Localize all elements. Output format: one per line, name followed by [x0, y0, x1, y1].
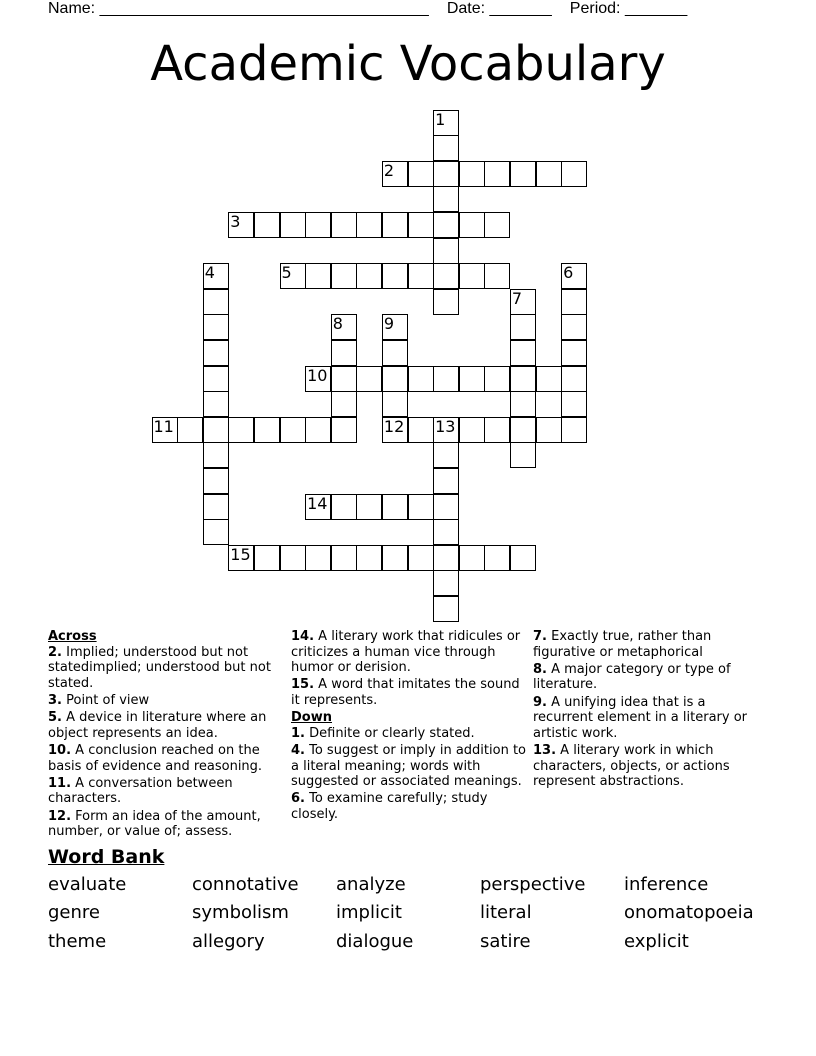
clue-number: 6.	[291, 791, 305, 807]
grid-cell[interactable]	[433, 135, 459, 161]
grid-cell[interactable]	[433, 289, 459, 315]
clue-number: 8	[332, 314, 343, 334]
clue-number: 3.	[48, 692, 62, 708]
grid-cell[interactable]	[433, 186, 459, 212]
clue-number: 11.	[48, 775, 72, 791]
clue-number: 3	[230, 211, 241, 231]
period-label: Period: _______	[569, 0, 688, 17]
grid-cell[interactable]	[561, 417, 587, 443]
word-bank-item: allegory	[192, 931, 265, 952]
grid-cell[interactable]	[459, 161, 485, 187]
word-bank-item: implicit	[336, 902, 402, 923]
grid-cell[interactable]	[408, 212, 434, 238]
grid-cell[interactable]	[433, 442, 459, 468]
grid-cell[interactable]	[433, 366, 459, 392]
clue-text: A word that imitates the sound it represents.	[291, 677, 520, 708]
grid-cell[interactable]	[561, 161, 587, 187]
grid-cell[interactable]	[382, 545, 408, 571]
grid-cell[interactable]	[433, 468, 459, 494]
clues-column-3	[533, 629, 769, 791]
across-heading: Across	[48, 629, 97, 644]
grid-cell[interactable]	[408, 161, 434, 187]
grid-cell[interactable]	[356, 494, 382, 520]
down-clue	[533, 629, 769, 660]
name-label: Name: _____________________________________	[48, 0, 429, 17]
clue-text: To examine carefully; study closely.	[291, 791, 488, 822]
grid-cell[interactable]	[203, 366, 229, 392]
grid-cell[interactable]	[433, 570, 459, 596]
word-bank-item: analyze	[336, 874, 406, 895]
down-clue-list-1	[291, 726, 527, 823]
word-bank-item: inference	[624, 874, 709, 895]
grid-cell[interactable]	[331, 340, 357, 366]
across-clue	[48, 710, 284, 741]
grid-cell[interactable]	[484, 366, 510, 392]
grid-cell[interactable]	[382, 212, 408, 238]
word-bank-item: onomatopoeia	[624, 902, 754, 923]
down-clue	[533, 662, 769, 693]
grid-cell[interactable]	[433, 212, 459, 238]
grid-cell[interactable]	[484, 263, 510, 289]
grid-cell[interactable]	[459, 545, 485, 571]
grid-cell[interactable]	[510, 442, 536, 468]
clue-number: 4.	[291, 742, 305, 758]
across-clue	[48, 693, 284, 709]
grid-cell[interactable]	[536, 366, 562, 392]
grid-cell[interactable]	[459, 212, 485, 238]
grid-cell[interactable]	[382, 391, 408, 417]
grid-cell[interactable]	[331, 417, 357, 443]
across-clue	[48, 743, 284, 774]
grid-cell[interactable]	[305, 545, 331, 571]
clue-number: 7.	[533, 629, 547, 644]
word-bank-item: genre	[48, 902, 100, 923]
grid-cell[interactable]	[484, 545, 510, 571]
down-heading: Down	[291, 710, 332, 726]
down-clue	[291, 743, 527, 790]
grid-cell[interactable]	[433, 494, 459, 520]
grid-cell[interactable]	[510, 161, 536, 187]
word-bank-item: theme	[48, 931, 107, 952]
grid-cell[interactable]	[203, 314, 229, 340]
grid-cell[interactable]	[459, 417, 485, 443]
word-bank-title: Word Bank	[48, 846, 165, 868]
clue-number: 7	[511, 288, 523, 308]
grid-cell[interactable]	[280, 545, 306, 571]
grid-cell[interactable]	[433, 161, 459, 187]
clue-text: Definite or clearly stated.	[304, 725, 475, 741]
clue-number: 13	[435, 416, 456, 436]
grid-cell[interactable]	[331, 391, 357, 417]
clue-number: 5.	[48, 710, 62, 726]
clue-text: A device in literature where an object represents an idea.	[48, 710, 267, 741]
clue-text: Form an idea of the amount, number, or value of; assess.	[48, 808, 261, 840]
grid-cell[interactable]	[254, 545, 280, 571]
grid-cell[interactable]	[510, 417, 536, 443]
grid-cell[interactable]	[561, 366, 587, 392]
grid-cell[interactable]	[510, 366, 536, 392]
clue-text: A literary work in which characters, objects, or actions represent abstractions.	[533, 742, 730, 790]
grid-cell[interactable]	[510, 314, 536, 340]
grid-cell[interactable]	[331, 366, 357, 392]
clue-text: A major category or type of literature.	[533, 661, 731, 693]
grid-cell[interactable]	[254, 417, 280, 443]
grid-cell[interactable]	[203, 417, 229, 443]
grid-cell[interactable]	[305, 212, 331, 238]
word-bank-item: perspective	[480, 874, 586, 895]
grid-cell[interactable]	[536, 417, 562, 443]
grid-cell[interactable]	[510, 545, 536, 571]
down-clue	[533, 695, 769, 742]
word-bank-item: symbolism	[192, 902, 289, 923]
grid-cell[interactable]	[408, 263, 434, 289]
page-title: Academic Vocabulary	[150, 36, 666, 92]
clue-text: Point of view	[61, 692, 150, 708]
clue-text: Exactly true, rather than figurative or metaphorical	[533, 629, 712, 660]
grid-cell[interactable]	[408, 545, 434, 571]
down-clue	[291, 791, 527, 822]
clue-number: 12.	[48, 808, 72, 824]
grid-cell[interactable]	[561, 340, 587, 366]
clue-number: 8.	[533, 661, 547, 677]
clue-text: Implied; understood but not statedimplied; understood but not stated.	[48, 644, 271, 691]
across-clue	[291, 629, 527, 676]
clue-number: 9.	[533, 694, 547, 710]
clue-number: 2.	[48, 644, 62, 660]
word-bank-item: dialogue	[336, 931, 414, 952]
grid-cell[interactable]	[305, 263, 331, 289]
clue-text: A unifying idea that is a recurrent element in a literary or artistic work.	[533, 694, 748, 741]
clue-number: 14.	[291, 629, 315, 644]
clue-number: 13.	[533, 742, 557, 758]
clues-column-1	[48, 629, 284, 841]
across-clue	[48, 645, 284, 692]
grid-cell[interactable]	[408, 366, 434, 392]
down-clue-list-2	[533, 629, 769, 790]
clue-number: 2	[383, 160, 395, 180]
grid-cell[interactable]	[356, 212, 382, 238]
grid-cell[interactable]	[433, 545, 459, 571]
across-clue-list-1	[48, 645, 284, 840]
grid-cell[interactable]	[433, 238, 459, 264]
grid-cell[interactable]	[561, 289, 587, 315]
grid-cell[interactable]	[356, 366, 382, 392]
grid-cell[interactable]	[561, 391, 587, 417]
grid-cell[interactable]	[203, 468, 229, 494]
grid-cell[interactable]	[203, 289, 229, 315]
clue-text: A literary work that ridicules or criticizes a human vice through humor or derision.	[291, 629, 521, 676]
clue-number: 15.	[291, 677, 315, 693]
clue-number: 10.	[48, 742, 72, 758]
grid-cell[interactable]	[382, 494, 408, 520]
grid-cell[interactable]	[203, 442, 229, 468]
word-bank-item: satire	[480, 931, 531, 952]
clue-number: 5	[281, 263, 292, 283]
clue-number: 4	[204, 263, 215, 283]
grid-cell[interactable]	[382, 340, 408, 366]
grid-cell[interactable]	[280, 417, 306, 443]
word-bank-item: explicit	[624, 931, 689, 952]
down-clue	[533, 743, 769, 790]
grid-cell[interactable]	[203, 519, 229, 545]
grid-cell[interactable]	[331, 212, 357, 238]
grid-cell[interactable]	[280, 212, 306, 238]
clue-number: 1	[435, 109, 446, 129]
grid-cell[interactable]	[459, 366, 485, 392]
across-clue-list-2	[291, 629, 527, 709]
word-bank-item: literal	[480, 902, 532, 923]
grid-cell[interactable]	[536, 161, 562, 187]
clue-text: A conversation between characters.	[48, 775, 233, 807]
grid-cell[interactable]	[254, 212, 280, 238]
grid-cell[interactable]	[408, 417, 434, 443]
clue-number: 9	[383, 314, 395, 334]
clue-number: 10	[307, 365, 328, 385]
grid-cell[interactable]	[484, 212, 510, 238]
grid-cell[interactable]	[203, 391, 229, 417]
date-label: Date: _______	[446, 0, 552, 17]
clue-number: 6	[563, 263, 574, 283]
across-clue	[48, 776, 284, 807]
grid-cell[interactable]	[382, 263, 408, 289]
grid-cell[interactable]	[203, 340, 229, 366]
grid-cell[interactable]	[561, 314, 587, 340]
word-bank-item: connotative	[192, 874, 299, 895]
across-clue	[48, 809, 284, 840]
grid-cell[interactable]	[305, 417, 331, 443]
grid-cell[interactable]	[510, 391, 536, 417]
down-clue	[291, 726, 527, 742]
grid-cell[interactable]	[228, 417, 254, 443]
grid-cell[interactable]	[177, 417, 203, 443]
clue-number: 12	[383, 416, 405, 436]
grid-cell[interactable]	[356, 545, 382, 571]
grid-cell[interactable]	[510, 340, 536, 366]
clue-number: 1.	[291, 725, 305, 741]
grid-cell[interactable]	[408, 494, 434, 520]
grid-cell[interactable]	[203, 494, 229, 520]
grid-cell[interactable]	[331, 494, 357, 520]
grid-cell[interactable]	[484, 161, 510, 187]
grid-cell[interactable]	[356, 263, 382, 289]
grid-cell[interactable]	[331, 545, 357, 571]
grid-cell[interactable]	[459, 263, 485, 289]
clue-number: 15	[230, 544, 251, 564]
grid-cell[interactable]	[331, 263, 357, 289]
grid-cell[interactable]	[484, 417, 510, 443]
clue-text: A conclusion reached on the basis of evidence and reasoning.	[48, 742, 263, 774]
grid-cell[interactable]	[433, 519, 459, 545]
clues-column-2	[291, 629, 527, 824]
grid-cell[interactable]	[433, 263, 459, 289]
across-clue	[291, 677, 527, 708]
grid-cell[interactable]	[433, 596, 459, 622]
clue-number: 14	[307, 493, 328, 513]
clue-text: To suggest or imply in addition to a literal meaning; words with suggested or associated meanings.	[291, 742, 526, 790]
clue-number: 11	[153, 416, 174, 436]
grid-cell[interactable]	[382, 366, 408, 392]
word-bank-item: evaluate	[48, 874, 127, 895]
